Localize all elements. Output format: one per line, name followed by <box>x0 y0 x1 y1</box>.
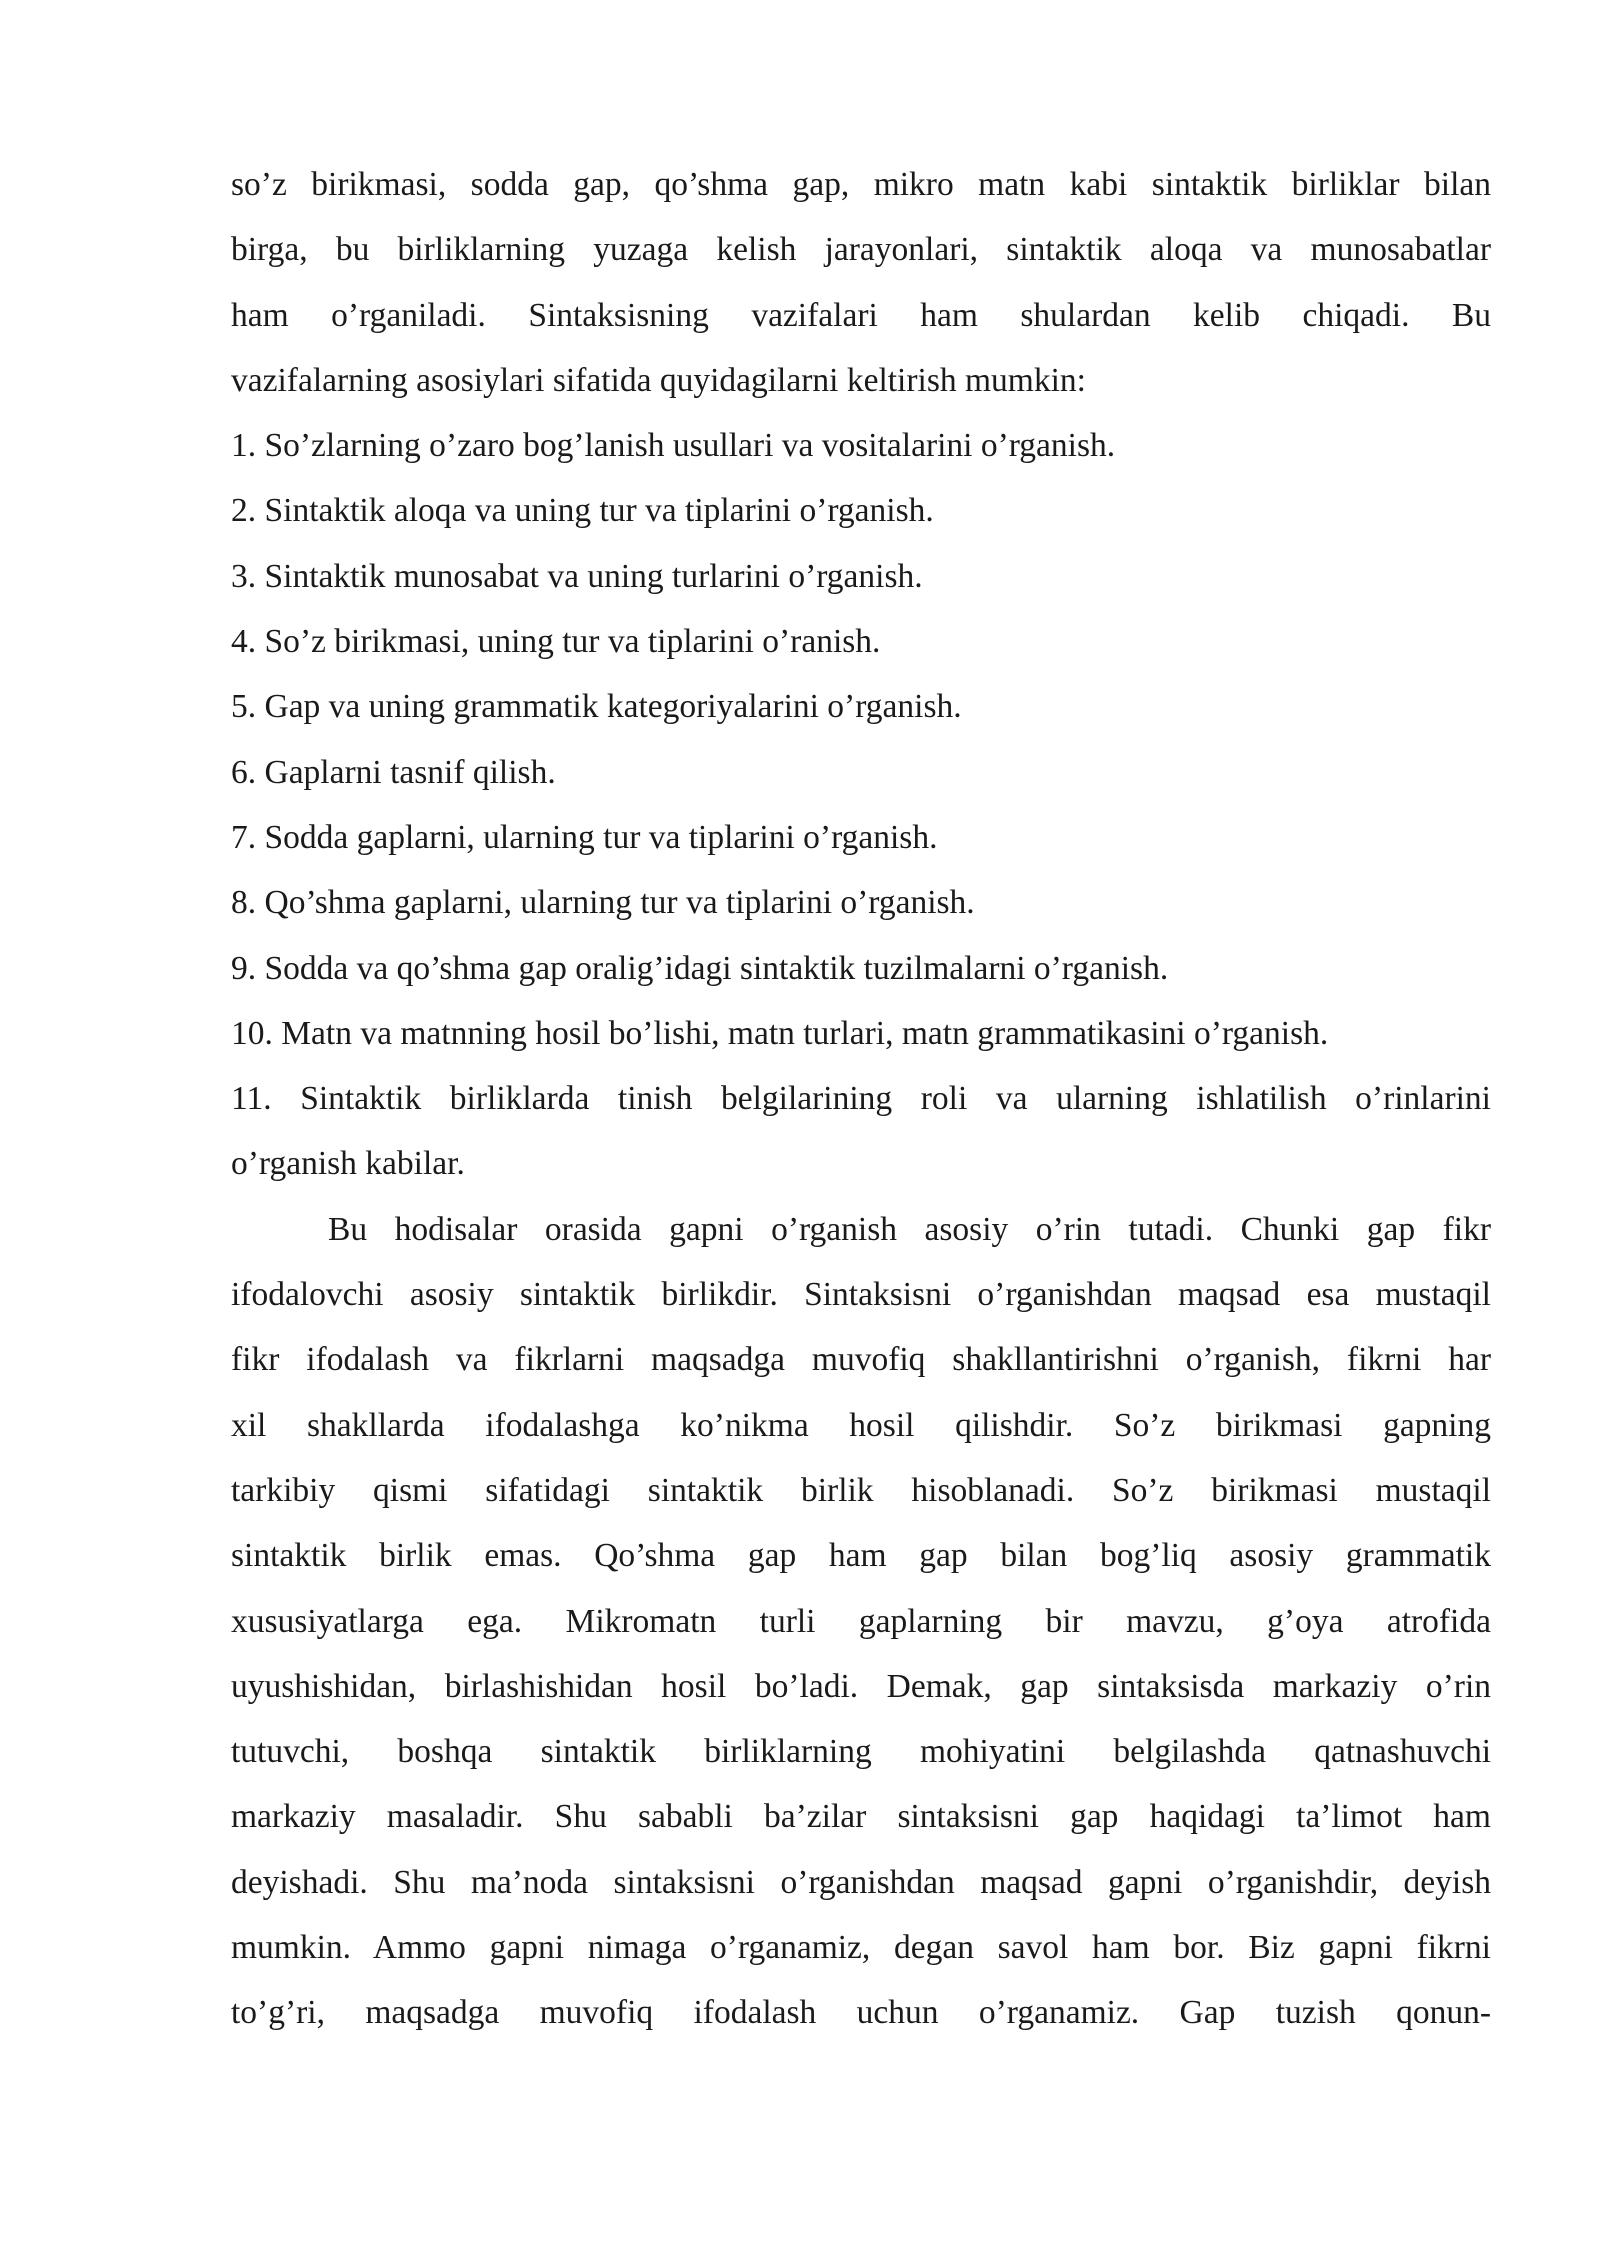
body-line: ifodalovchi asosiy sintaktik birlikdir. Sintaksisni o’rganishdan maqsad esa mustaqil <box>231 1276 1491 1314</box>
list-item: 3. Sintaktik munosabat va uning turlarini o’rganish. <box>231 557 923 595</box>
body-line: xil shakllarda ifodalashga ko’nikma hosil qilishdir. So’z birikmasi gapning <box>231 1406 1491 1444</box>
list-item: 8. Qo’shma gaplarni, ularning tur va tiplarini o’rganish. <box>231 884 975 922</box>
intro-line: so’z birikmasi, sodda gap, qo’shma gap, mikro matn kabi sintaktik birliklar bilan <box>231 166 1491 203</box>
list-item: 6. Gaplarni tasnif qilish. <box>231 753 556 791</box>
body-line: sintaktik birlik emas. Qo’shma gap ham gap bilan bog’liq asosiy grammatik <box>231 1537 1491 1575</box>
list-item: 2. Sintaktik aloqa va uning tur va tiplarini o’rganish. <box>231 492 934 530</box>
body-paragraph <box>231 1197 1491 2046</box>
intro-paragraph <box>231 152 1491 413</box>
list-item: 7. Sodda gaplarni, ularning tur va tiplarini o’rganish. <box>231 818 938 856</box>
intro-line: vazifalarning asosiylari sifatida quyidagilarni keltirish mumkin: <box>231 361 1086 399</box>
list-item: 11. Sintaktik birliklarda tinish belgilarining roli va ularning ishlatilish o’rinlarini <box>231 1080 1491 1118</box>
list-item: 4. So’z birikmasi, uning tur va tiplarini o’ranish. <box>231 623 881 661</box>
list-item: 10. Matn va matnning hosil bo’lishi, matn turlari, matn grammatikasini o’rganish. <box>231 1014 1329 1052</box>
list-item: o’rganish kabilar. <box>231 1145 465 1183</box>
list-item: 1. So’zlarning o’zaro bog’lanish usullari va vositalarini o’rganish. <box>231 427 1116 465</box>
body-line: deyishadi. Shu ma’noda sintaksisni o’rganishdan maqsad gapni o’rganishdir, deyish <box>231 1863 1491 1901</box>
body-line: mumkin. Ammo gapni nimaga o’rganamiz, degan savol ham bor. Biz gapni fikrni <box>231 1929 1491 1967</box>
body-line: tutuvchi, boshqa sintaktik birliklarning mohiyatini belgilashda qatnashuvchi <box>231 1733 1491 1771</box>
body-line: tarkibiy qismi sifatidagi sintaktik birlik hisoblanadi. So’z birikmasi mustaqil <box>231 1471 1491 1509</box>
body-line: to’g’ri, maqsadga muvofiq ifodalash uchun o’rganamiz. Gap tuzish qonun- <box>231 1994 1491 2032</box>
document-page <box>231 152 1491 2046</box>
numbered-list <box>231 413 1491 1197</box>
body-line: markaziy masaladir. Shu sababli ba’zilar sintaksisni gap haqidagi ta’limot ham <box>231 1798 1491 1836</box>
intro-line: birga, bu birliklarning yuzaga kelish jarayonlari, sintaktik aloqa va munosabatlar <box>231 231 1491 269</box>
body-line: uyushishidan, birlashishidan hosil bo’ladi. Demak, gap sintaksisda markaziy o’rin <box>231 1667 1491 1705</box>
list-item: 5. Gap va uning grammatik kategoriyalarini o’rganish. <box>231 688 962 726</box>
body-line: xususiyatlarga ega. Mikromatn turli gaplarning bir mavzu, g’oya atrofida <box>231 1602 1491 1640</box>
body-line: Bu hodisalar orasida gapni o’rganish asosiy o’rin tutadi. Chunki gap fikr <box>328 1210 1491 1248</box>
list-item: 9. Sodda va qo’shma gap oralig’idagi sintaktik tuzilmalarni o’rganish. <box>231 949 1169 987</box>
intro-line: ham o’rganiladi. Sintaksisning vazifalari ham shulardan kelib chiqadi. Bu <box>231 296 1491 334</box>
body-line: fikr ifodalash va fikrlarni maqsadga muvofiq shakllantirishni o’rganish, fikrni har <box>231 1341 1491 1379</box>
